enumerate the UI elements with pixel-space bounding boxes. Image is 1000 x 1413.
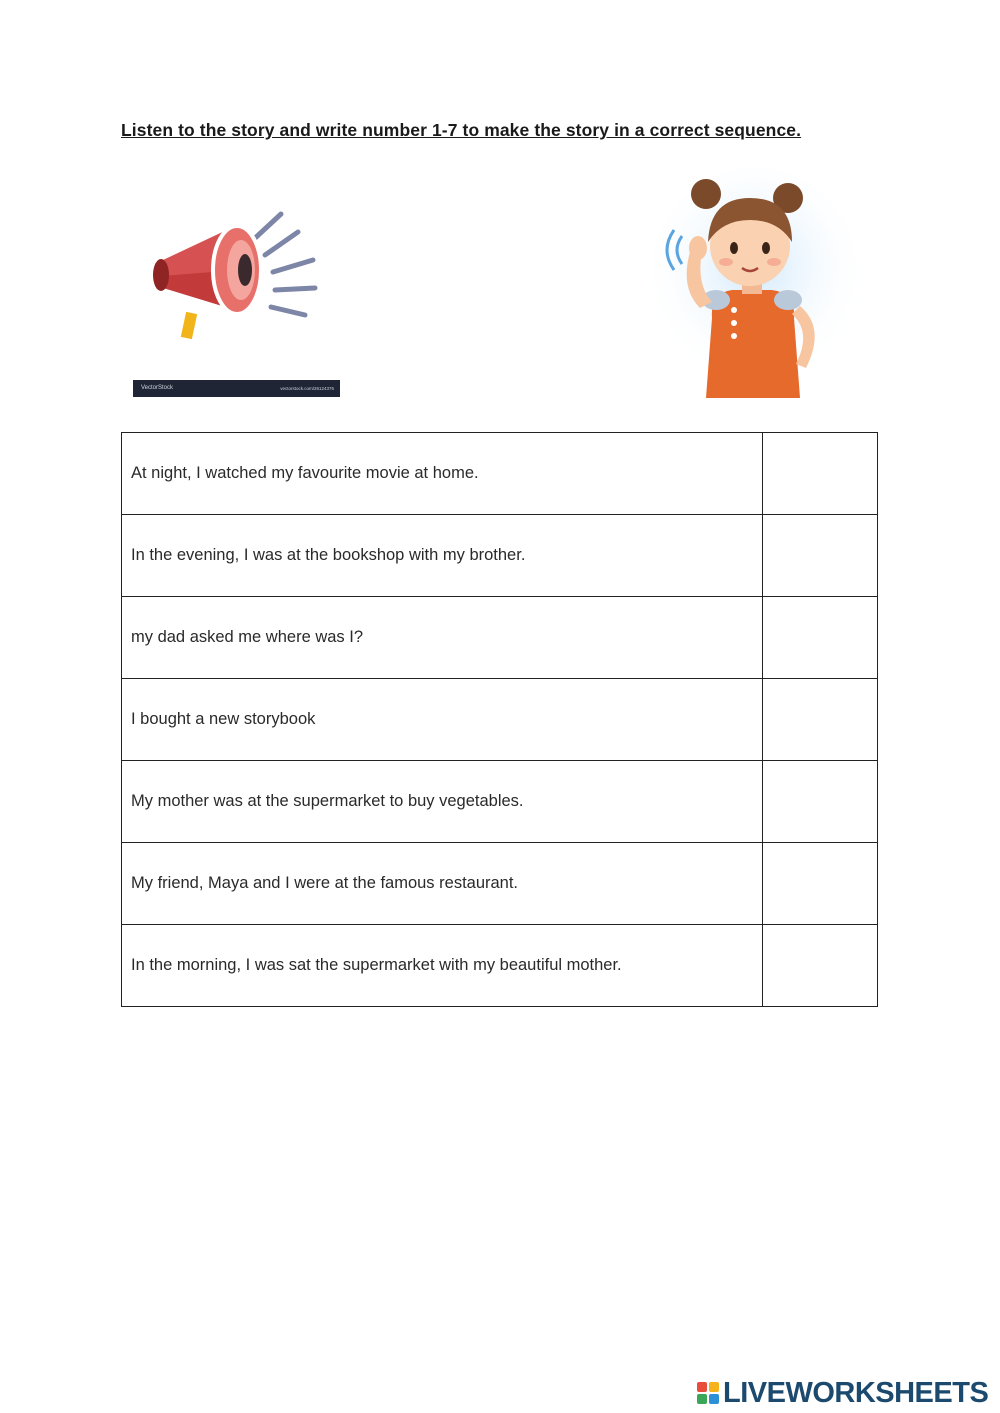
table-row — [122, 925, 878, 1007]
watermark-bar — [133, 380, 340, 397]
table-row — [122, 597, 878, 679]
sentence-cell: My mother was at the supermarket to buy vegetables. — [122, 761, 763, 843]
girl-listening-illustration — [650, 168, 860, 398]
sentence-cell: I bought a new storybook — [122, 679, 763, 761]
sentence-cell: At night, I watched my favourite movie at home. — [122, 433, 763, 515]
watermark-url: vectorstock.com/26124376 — [280, 386, 334, 391]
answer-box[interactable] — [763, 679, 878, 761]
answer-box[interactable] — [763, 433, 878, 515]
answer-box[interactable] — [763, 761, 878, 843]
table-row — [122, 433, 878, 515]
logo-text: LIVEWORKSHEETS — [723, 1376, 989, 1409]
table-row — [122, 843, 878, 925]
sentence-cell: In the morning, I was sat the supermarket with my beautiful mother. — [122, 925, 763, 1007]
liveworksheets-logo — [697, 1378, 988, 1408]
watermark-brand: VectorStock — [141, 385, 174, 391]
sentence-cell: My friend, Maya and I were at the famous restaurant. — [122, 843, 763, 925]
megaphone-illustration — [133, 200, 340, 397]
table-row — [122, 515, 878, 597]
answer-box[interactable] — [763, 515, 878, 597]
table-row — [122, 679, 878, 761]
megaphone-icon — [133, 200, 340, 380]
table-row — [122, 761, 878, 843]
sentence-cell: In the evening, I was at the bookshop with my brother. — [122, 515, 763, 597]
story-sequence-table — [121, 432, 878, 1007]
instruction-heading: Listen to the story and write number 1-7 to make the story in a correct sequence. — [121, 120, 802, 140]
answer-box[interactable] — [763, 597, 878, 679]
answer-box[interactable] — [763, 843, 878, 925]
sentence-cell: my dad asked me where was I? — [122, 597, 763, 679]
answer-box[interactable] — [763, 925, 878, 1007]
liveworksheets-icon — [697, 1382, 719, 1404]
